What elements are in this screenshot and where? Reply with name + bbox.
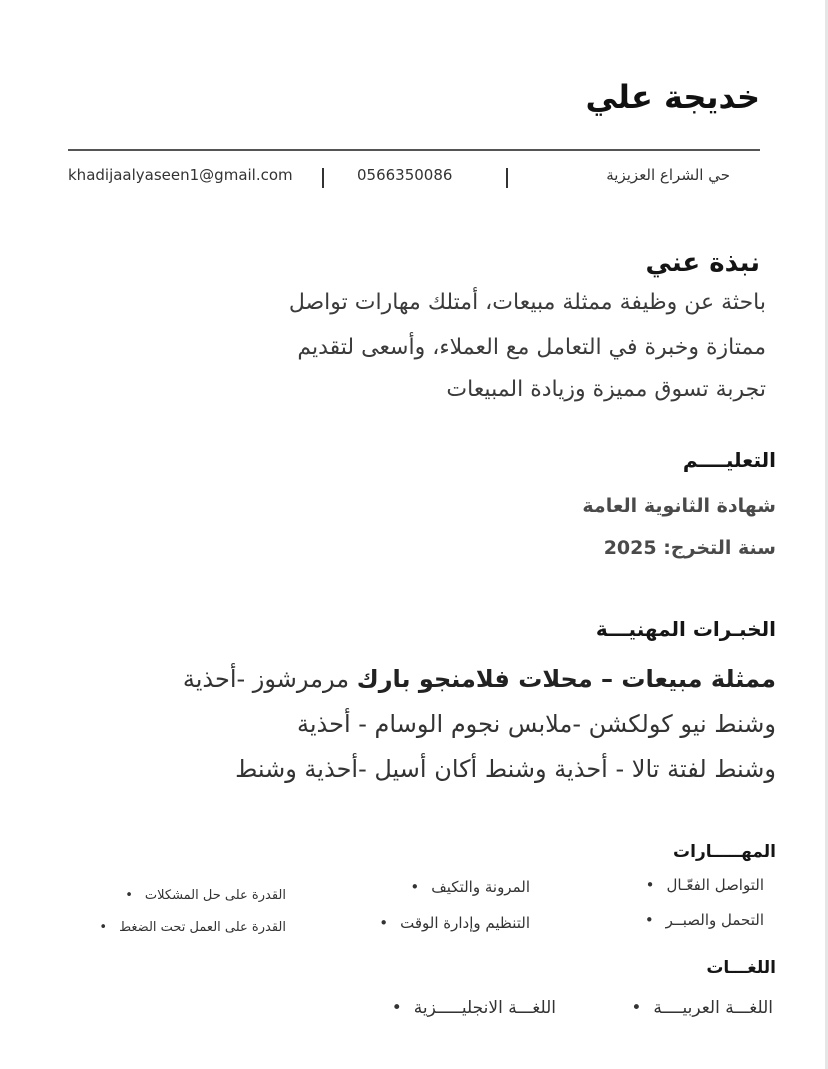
skill-item: التحمل والصبــر • — [645, 911, 764, 929]
experience-line: وشنط لفتة تالا - أحذية وشنط أكان أسيل -أحذية وشنط — [235, 755, 776, 783]
language-item: اللغـــة العربيــــة • — [631, 998, 773, 1018]
about-line: تجربة تسوق مميزة وزيادة المبيعات — [446, 377, 766, 402]
contact-separator — [506, 168, 508, 188]
skill-item: التنظيم وإدارة الوقت • — [379, 914, 530, 932]
skill-item: القدرة على حل المشكلات • — [125, 888, 286, 903]
experience-line — [183, 665, 776, 693]
contact-address: حي الشراع العزيزية — [606, 166, 730, 184]
experience-line-rest: مرمرشوز -أحذية — [182, 665, 357, 693]
experience-line: وشنط نيو كولكشن -ملابس نجوم الوسام - أحذية — [296, 710, 776, 738]
education-heading: التعليــــم — [682, 448, 776, 472]
candidate-name: خديجة علي — [585, 78, 760, 116]
languages-heading: اللغـــات — [706, 958, 776, 978]
contact-phone: 0566350086 — [357, 166, 453, 184]
experience-title: ممثلة مبيعات – محلات فلامنجو بارك — [356, 665, 776, 693]
contact-email[interactable]: khadijaalyaseen1@gmail.com — [68, 166, 293, 184]
education-graduation: سنة التخرج: 2025 — [603, 537, 776, 559]
language-item: اللغـــة الانجليـــــزية • — [392, 998, 556, 1018]
skill-item: المرونة والتكيف • — [410, 878, 530, 896]
skill-item: القدرة على العمل تحت الضغط • — [99, 920, 286, 935]
about-line: باحثة عن وظيفة ممثلة مبيعات، أمتلك مهارات تواصل — [288, 290, 766, 315]
about-heading: نبذة عني — [645, 248, 760, 278]
about-line: ممتازة وخبرة في التعامل مع العملاء، وأسعى لتقديم — [297, 335, 766, 360]
header-divider — [68, 149, 760, 151]
skill-item: التواصل الفعّـال • — [646, 876, 764, 894]
experience-heading: الخبـرات المهنيـــة — [595, 617, 776, 641]
education-degree: شهادة الثانوية العامة — [582, 495, 776, 517]
skills-heading: المهـــــارات — [673, 842, 776, 862]
contact-separator — [322, 168, 324, 188]
